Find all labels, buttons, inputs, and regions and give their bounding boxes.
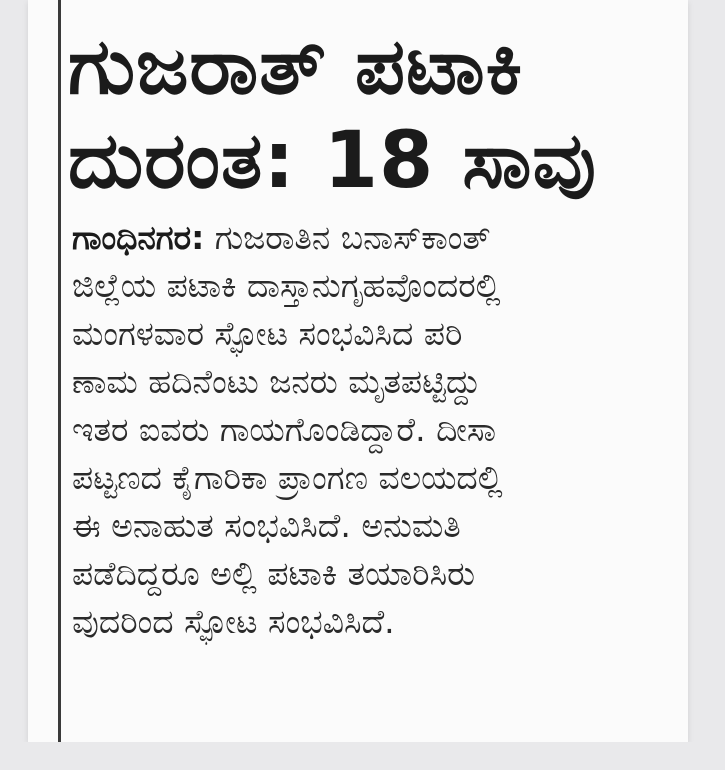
body-line-6: ಪಟ್ಟಣದ ಕೈಗಾರಿಕಾ ಪ್ರಾಂಗಣ ವಲಯದಲ್ಲಿ (72, 458, 503, 497)
body-line-4: ಣಾಮ ಹದಿನೆಂಟು ಜನರು ಮೃತಪಟ್ಟಿದ್ದು (72, 362, 481, 401)
headline-line-2: ದುರಂತ: 18 ಸಾವು (68, 116, 597, 206)
dateline: ಗಾಂಧಿನಗರ: (72, 218, 205, 257)
body-line-8: ಪಡೆದಿದ್ದರೂ ಅಲ್ಲಿ ಪಟಾಕಿ ತಯಾರಿಸಿರು (72, 554, 476, 593)
body-line-7: ಈ ಅನಾಹುತ ಸಂಭವಿಸಿದೆ. ಅನುಮತಿ (72, 506, 461, 545)
body-line-1 (72, 214, 668, 262)
body-line-2: ಜಿಲ್ಲೆಯ ಪಟಾಕಿ ದಾಸ್ತಾನುಗೃಹವೊಂದರಲ್ಲಿ (72, 266, 501, 305)
headline-line-1: ಗುಜರಾತ್ ಪಟಾಕಿ (68, 22, 524, 112)
body-line-3: ಮಂಗಳವಾರ ಸ್ಫೋಟ ಸಂಭವಿಸಿದ ಪರಿ (72, 314, 463, 353)
article-body (72, 214, 668, 646)
column-rule (58, 0, 61, 742)
body-line-9: ವುದರಿಂದ ಸ್ಫೋಟ ಸಂಭವಿಸಿದೆ. (72, 602, 395, 641)
article-headline (68, 20, 678, 208)
bottom-margin (0, 742, 725, 770)
body-line-1-text: ಗುಜರಾತಿನ ಬನಾಸ್‌ಕಾಂತ್ (204, 218, 491, 257)
body-line-5: ಇತರ ಐವರು ಗಾಯಗೊಂಡಿದ್ದಾರೆ. ದೀಸಾ (72, 410, 497, 449)
